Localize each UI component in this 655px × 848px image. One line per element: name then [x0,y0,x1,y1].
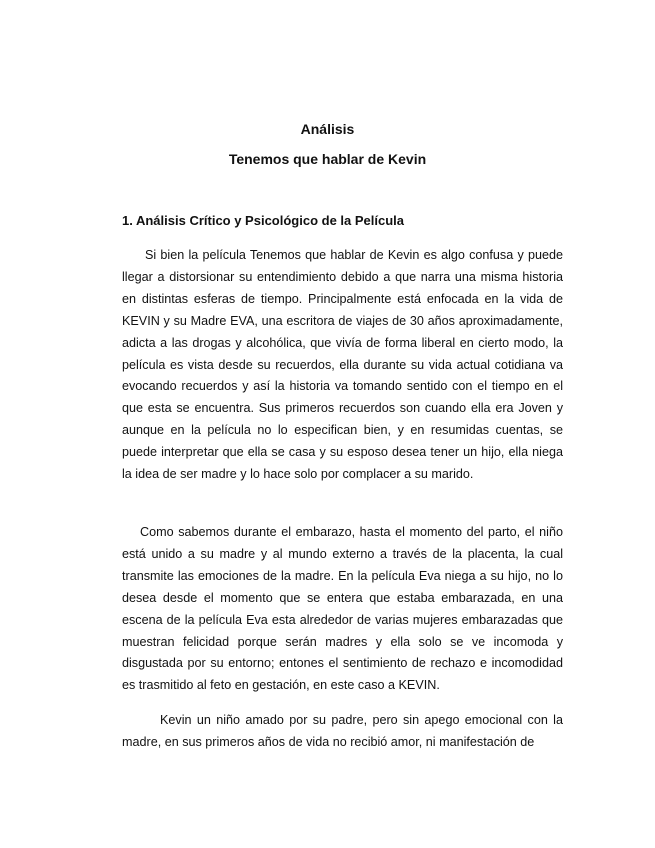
paragraph: Como sabemos durante el embarazo, hasta el momento del parto, el niño está unido a su madre y al mundo externo a través de la placenta, la cual transmite las emociones de la madre. En la película Eva niega a su hijo, no lo desea desde el momento que se entera que estaba embarazada, en una escena de la película Eva esta alrededor de varias mujeres embarazadas que muestran felicidad porque serán madres y ella solo se ve incomoda y disgustada por su entorno; entones el sentimiento de rechazo e incomodidad es trasmitido al feto en gestación, en este caso a KEVIN. [122,525,563,693]
paragraph: Si bien la película Tenemos que hablar de Kevin es algo confusa y puede llegar a distorsionar su entendimiento debido a que narra una misma historia en distintas esferas de tiempo. Principalmente está enfocada en la vida de KEVIN y su Madre EVA, una escritora de viajes de 30 años aproximadamente, adicta a las drogas y alcohólica, que vivía de forma liberal en cierto modo, la película es vista desde su recuerdos, ella durante su vida actual cotidiana va evocando recuerdos y así la historia va tomando sentido con el tiempo en el que esta se encuentra. Sus primeros recuerdos son cuando ella era Joven y aunque en la película no lo especifican bien, y en resumidas cuentas, se puede interpretar que ella se casa y su esposo desea tener un hijo, ella niega la idea de ser madre y lo hace solo por complacer a su marido. [122,248,563,482]
section-heading: 1. Análisis Crítico y Psicológico de la Película [122,213,405,228]
page-title: Análisis [300,121,355,137]
page-subtitle: Tenemos que hablar de Kevin [228,151,427,167]
paragraph: Kevin un niño amado por su padre, pero sin apego emocional con la madre, en sus primeros años de vida no recibió amor, ni manifestación de [122,713,563,749]
